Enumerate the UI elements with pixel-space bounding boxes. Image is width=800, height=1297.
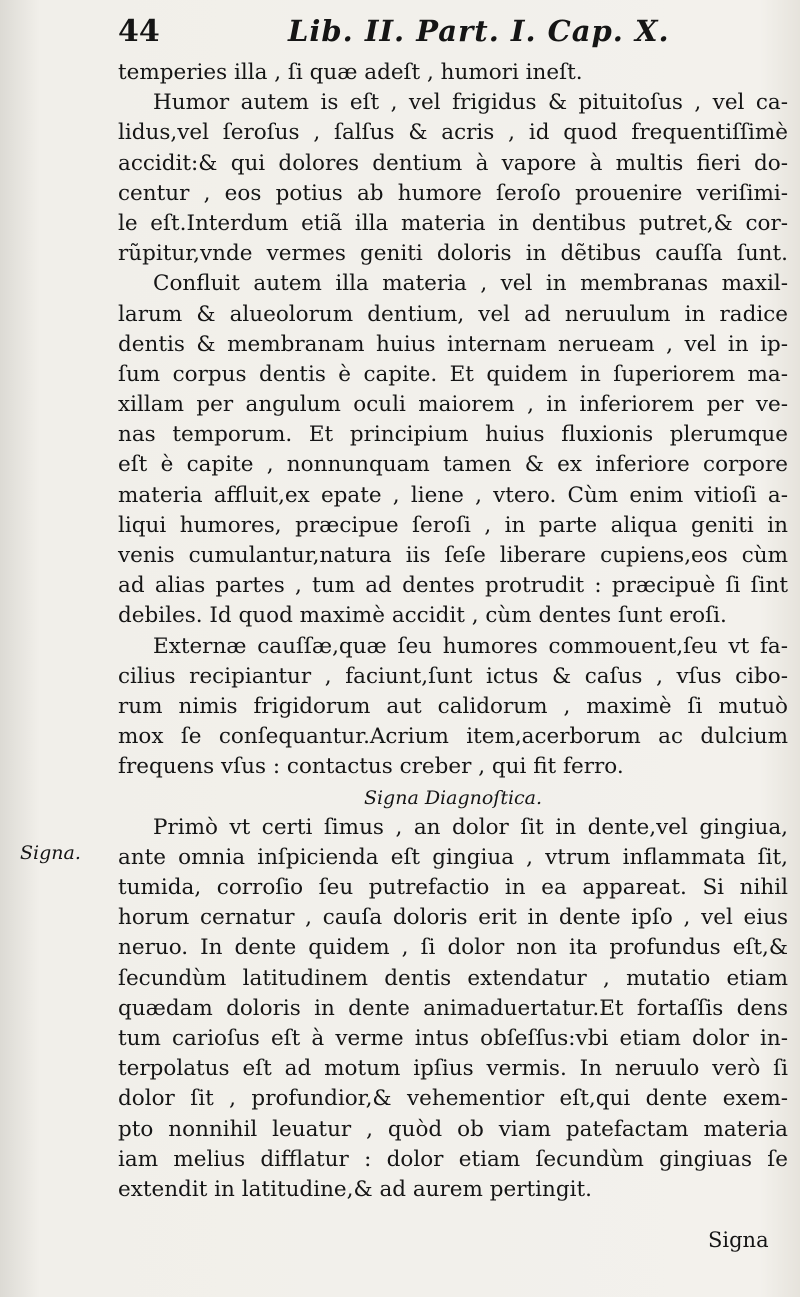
text-line: mox ſe conſequantur.Acrium item,acerborum ac dulcium <box>118 724 788 750</box>
text-line: tumida, corroſio ſeu putrefactio in ea appareat. Si nihil <box>118 875 788 901</box>
text-line: Externæ cauſſæ,quæ ſeu humores commouent,ſeu vt fa- <box>153 633 788 659</box>
text-line: Primò vt certi ſimus , an dolor ſit in dente,vel gingiua, <box>153 814 788 840</box>
text-line: horum cernatur , cauſa doloris erit in dente ipſo , vel eius <box>118 905 788 931</box>
text-line: rum nimis frigidorum aut calidorum , maximè ſi mutuò <box>118 693 788 719</box>
text-line: ad alias partes , tum ad dentes protrudit : præcipuè ſi ſint <box>118 573 788 599</box>
body-text <box>118 58 788 1205</box>
text-line: xillam per angulum oculi maiorem , in inferiorem per ve- <box>118 392 788 418</box>
text-line: accidit:& qui dolores dentium à vapore à multis fieri do- <box>118 150 788 176</box>
text-line: ſecundùm latitudinem dentis extendatur , mutatio etiam <box>118 965 788 991</box>
text-line: quædam doloris in dente animaduertatur.Et fortaſſis dens <box>118 995 788 1021</box>
marginal-note: Signa. <box>20 842 81 864</box>
text-line: temperies illa , ſi quæ adeſt , humori ineſt. <box>118 60 583 85</box>
text-line: debiles. Id quod maximè accidit , cùm dentes ſunt eroſi. <box>118 603 727 629</box>
text-line: dolor ſit , profundior,& vehementior eſt,qui dente exem- <box>118 1086 788 1112</box>
section-heading: Signa Diagnoſtica. <box>363 786 543 809</box>
text-line: extendit in latitudine,& ad aurem pertingit. <box>118 1176 592 1202</box>
running-head: Lib. II. Part. I. Cap. X. <box>288 14 670 48</box>
text-line: venis cumulantur,natura iis ſeſe liberare cupiens,eos cùm <box>118 543 788 568</box>
catchword: Signa <box>708 1228 769 1252</box>
text-line: ante omnia inſpicienda eſt gingiua , vtrum inflammata ſit, <box>118 844 788 870</box>
text-line: tum carioſus eſt à verme intus obſeſſus:vbi etiam dolor in- <box>118 1026 788 1051</box>
text-line: centur , eos potius ab humore ſeroſo prouenire veriſimi- <box>118 180 788 206</box>
text-line: iam melius difflatur : dolor etiam ſecundùm gingiuas ſe <box>118 1146 788 1172</box>
text-line: le eſt.Interdum etiã illa materia in dentibus putret,& cor- <box>118 210 788 236</box>
text-line: ſum corpus dentis è capite. Et quidem in ſuperiorem ma- <box>118 361 788 387</box>
text-line: lidus,vel ſeroſus , ſalſus & acris , id quod frequentiſſimè <box>118 120 788 146</box>
text-line: dentis & membranam huius internam nerueam , vel in ip- <box>118 331 788 357</box>
text-line: larum & alueolorum dentium, vel ad neruulum in radice <box>118 301 788 327</box>
text-line: cilius recipiantur , faciunt,ſunt ictus & caſus , vſus cibo- <box>118 663 788 689</box>
text-line: frequens vſus : contactus creber , qui fit ferro. <box>118 754 624 780</box>
text-line: eſt è capite , nonnunquam tamen & ex inferiore corpore <box>118 452 788 478</box>
text-line: terpolatus eſt ad motum ipſius vermis. In neruulo verò ſi <box>118 1056 788 1082</box>
text-line: liqui humores, præcipue ſeroſi , in parte aliqua geniti in <box>118 512 788 538</box>
text-line: neruo. In dente quidem , ſi dolor non ita profundus eſt,& <box>118 935 788 961</box>
page-number: 44 <box>118 14 160 49</box>
text-line: materia affluit,ex epate , liene , vtero. Cùm enim vitioſi a- <box>118 482 788 508</box>
text-line: Humor autem is eſt , vel frigidus & pituitoſus , vel ca- <box>153 90 788 116</box>
text-line: rũpitur,vnde vermes geniti doloris in dẽtibus cauſſa ſunt. <box>118 241 788 267</box>
text-line: nas temporum. Et principium huius fluxionis plerumque <box>118 422 788 448</box>
page-header <box>118 14 788 62</box>
text-line: Confluit autem illa materia , vel in membranas maxil- <box>153 271 788 297</box>
text-line: pto nonnihil leuatur , quòd ob viam patefactam materia <box>118 1116 788 1142</box>
